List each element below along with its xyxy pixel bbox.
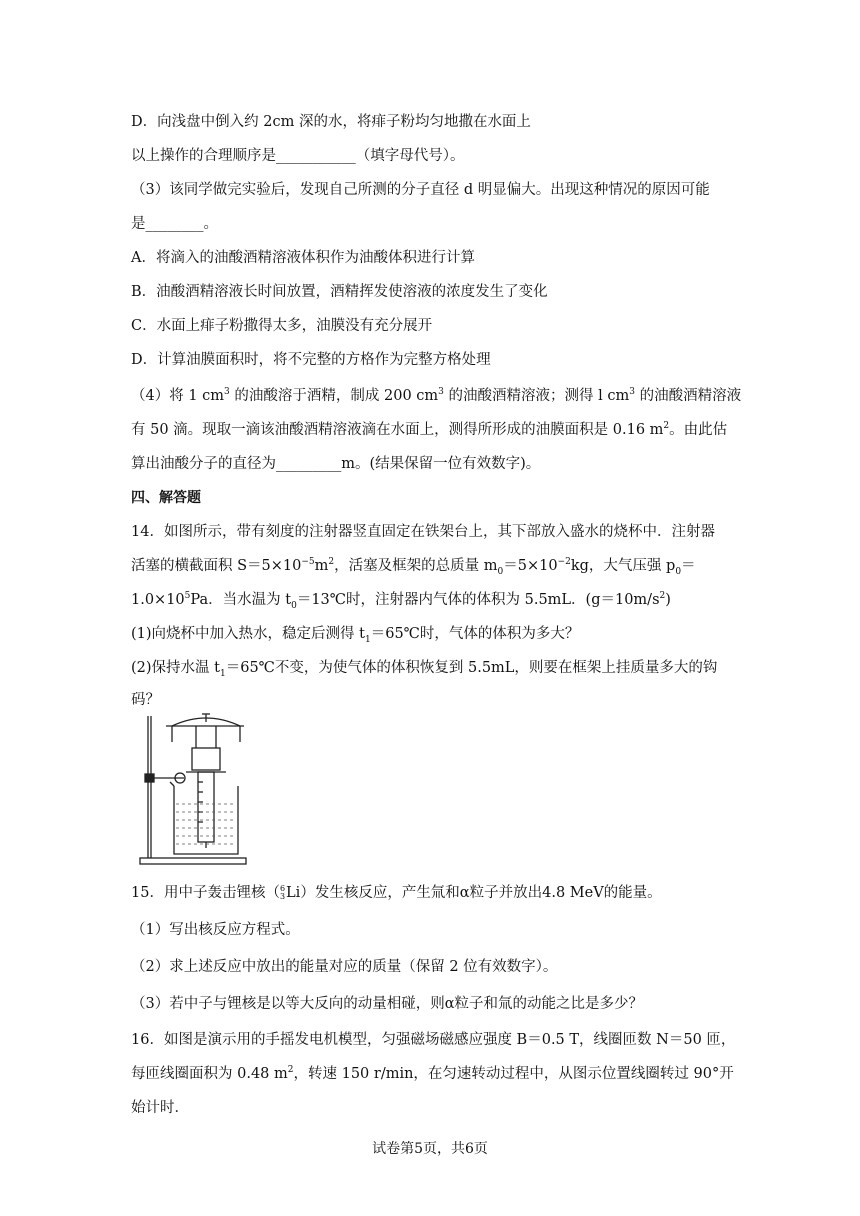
q3-option-b: B．油酸酒精溶液长时间放置，酒精挥发使溶液的浓度发生了变化 (131, 284, 548, 300)
q3-option-c: C．水面上痱子粉撒得太多，油膜没有充分展开 (131, 318, 433, 334)
q15-part2: （2）求上述反应中放出的能量对应的质量（保留 2 位有效数字）。 (131, 959, 558, 975)
lithium-isotope-label: 6 3 (279, 884, 286, 901)
q3-stem: （3）该同学做完实验后，发现自己所测的分子直径 d 明显偏大。出现这种情况的原因可能 (131, 182, 710, 198)
option-d-prep: D．向浅盘中倒入约 2cm 深的水，将痱子粉均匀地撒在水面上 (131, 114, 531, 130)
q14-part2-cont: 码？ (131, 692, 160, 708)
syringe-apparatus-figure (136, 712, 250, 866)
q16-line1: 16．如图是演示用的手摇发电机模型，匀强磁场磁感应强度 B＝0.5 T，线圈匝数 N＝50 匝， (131, 1032, 736, 1048)
q16-line2: 每匝线圈面积为 0.48 $m^2$，转速 150 r/min，在匀速转动过程中，从图示位置线圈转过 90°开 (131, 1065, 734, 1082)
q14-line1: 14．如图所示，带有刻度的注射器竖直固定在铁架台上，其下部放入盛水的烧杯中．注射器 (131, 524, 715, 540)
q14-part1: (1)向烧杯中加入热水，稳定后测得 $t_1=65℃$时，气体的体积为多大？ (131, 626, 580, 645)
q15-stem: 15．用中子轰击锂核（ 6 3 Li）发生核反应，产生氚和α粒子并放出4.8 MeV的能量。 (131, 884, 662, 901)
q3-option-a: A．将滴入的油酸酒精溶液体积作为油酸体积进行计算 (131, 250, 475, 266)
order-question: 以上操作的合理顺序是___________（填字母代号）。 (131, 148, 465, 164)
q3-option-d: D．计算油膜面积时，将不完整的方格作为完整方格处理 (131, 352, 491, 368)
q14-line2: 活塞的横截面积 $S=5\times 10^{-5}m^2$，活塞及框架的总质量 $m_0=5\times 10^{-2}kg$，大气压强 $p_0=$ (131, 557, 696, 577)
q15-part1: （1）写出核反应方程式。 (131, 922, 300, 938)
q15-part3: （3）若中子与锂核是以等大反向的动量相碰，则α粒子和氚的动能之比是多少？ (131, 996, 644, 1012)
page-footer: 试卷第5页，共6页 (372, 1141, 488, 1157)
q4-line2: 有 50 滴。现取一滴该油酸酒精溶液滴在水面上，测得所形成的油膜面积是 0.16 $m^2$。由此估 (131, 421, 728, 438)
q3-stem-cont: 是________。 (131, 216, 218, 232)
section-heading: 四、解答题 (131, 490, 201, 506)
q16-line3: 始计时． (131, 1100, 189, 1116)
q4-line1: （4）将 1 $cm^3$ 的油酸溶于酒精，制成 200 $cm^3$ 的油酸酒精溶液；测得 l $cm^3$ 的油酸酒精溶液 (131, 387, 742, 404)
q4-line3: 算出油酸分子的直径为_________m。(结果保留一位有效数字)。 (131, 456, 541, 472)
q14-part2: (2)保持水温 $t_1=65℃$不变，为使气体的体积恢复到 5.5mL，则要在框架上挂质量多大的钩 (131, 660, 718, 679)
q14-line3: $1.0\times 10^5Pa$．当水温为 $t_0=13℃$时，注射器内气体的体积为 5.5mL．$(g=10m/s^2)$ (131, 591, 671, 611)
